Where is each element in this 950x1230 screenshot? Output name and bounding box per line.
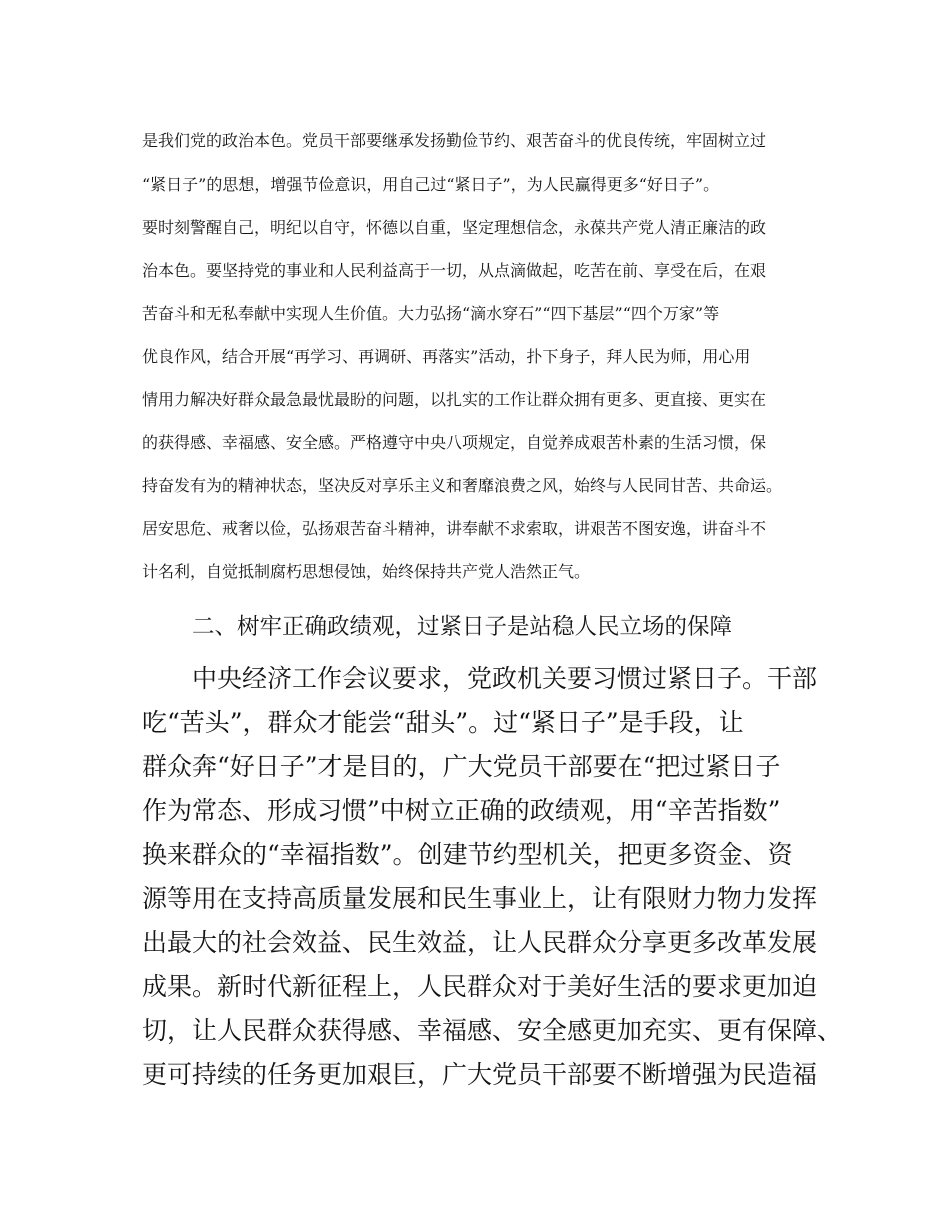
paragraph-1-line-3: 要时刻警醒自己，明纪以自守，怀德以自重，坚定理想信念，永葆共产党人清正廉洁的政 xyxy=(142,218,767,237)
paragraph-1-line-11: 计名利，自觉抵制腐朽思想侵蚀，始终保持共产党人浩然正气。 xyxy=(142,562,591,581)
paragraph-2-line-7: 出最大的社会效益、民生效益，让人民群众分享更多改革发展 xyxy=(142,928,818,957)
paragraph-1-line-7: 情用力解决好群众最急最忧最盼的问题，以扎实的工作让群众拥有更多、更直接、更实在 xyxy=(142,390,767,409)
paragraph-2-line-9: 切，让人民群众获得感、幸福感、安全感更加充实、更有保障、 xyxy=(142,1016,843,1045)
paragraph-1-line-2: “紧日子”的思想，增强节俭意识，用自己过“紧日子”，为人民赢得更多“好日子”。 xyxy=(142,175,720,194)
paragraph-2-line-3: 群众奔“好日子”才是目的，广大党员干部要在“把过紧日子 xyxy=(142,752,781,781)
paragraph-1-line-8: 的获得感、幸福感、安全感。严格遵守中央八项规定，自觉养成艰苦朴素的生活习惯，保 xyxy=(142,433,767,452)
paragraph-1-line-10: 居安思危、戒奢以俭，弘扬艰苦奋斗精神，讲奉献不求索取，讲艰苦不图安逸，讲奋斗不 xyxy=(142,519,767,538)
paragraph-2-line-4: 作为常态、形成习惯”中树立正确的政绩观，用“辛苦指数” xyxy=(142,796,781,825)
paragraph-1-line-6: 优良作风，结合开展“再学习、再调研、再落实”活动，扑下身子，拜人民为师，用心用 xyxy=(142,347,751,366)
paragraph-2-line-1: 中央经济工作会议要求，党政机关要习惯过紧日子。干部 xyxy=(192,664,818,693)
paragraph-2-line-2: 吃“苦头”，群众才能尝“甜头”。过“紧日子”是手段，让 xyxy=(142,708,744,737)
paragraph-2-line-8: 成果。新时代新征程上，人民群众对于美好生活的要求更加迫 xyxy=(142,972,818,1001)
paragraph-1-line-1: 是我们党的政治本色。党员干部要继承发扬勤俭节约、艰苦奋斗的优良传统，牢固树立过 xyxy=(142,131,767,150)
paragraph-2-line-6: 源等用在支持高质量发展和民生事业上，让有限财力物力发挥 xyxy=(142,884,818,913)
paragraph-1-line-5: 苦奋斗和无私奉献中实现人生价值。大力弘扬“滴水穿石”“四下基层”“四个万家”等 xyxy=(142,304,720,323)
paragraph-1-line-4: 治本色。要坚持党的事业和人民利益高于一切，从点滴做起，吃苦在前、享受在后，在艰 xyxy=(142,261,767,280)
paragraph-2-line-5: 换来群众的“幸福指数”。创建节约型机关，把更多资金、资 xyxy=(142,840,793,869)
paragraph-2-line-10: 更可持续的任务更加艰巨，广大党员干部要不断增强为民造福 xyxy=(142,1060,818,1089)
section-heading: 二、树牢正确政绩观，过紧日子是站稳人民立场的保障 xyxy=(192,614,733,640)
paragraph-1-line-9: 持奋发有为的精神状态，坚决反对享乐主义和奢靡浪费之风，始终与人民同甘苦、共命运。 xyxy=(142,476,783,495)
